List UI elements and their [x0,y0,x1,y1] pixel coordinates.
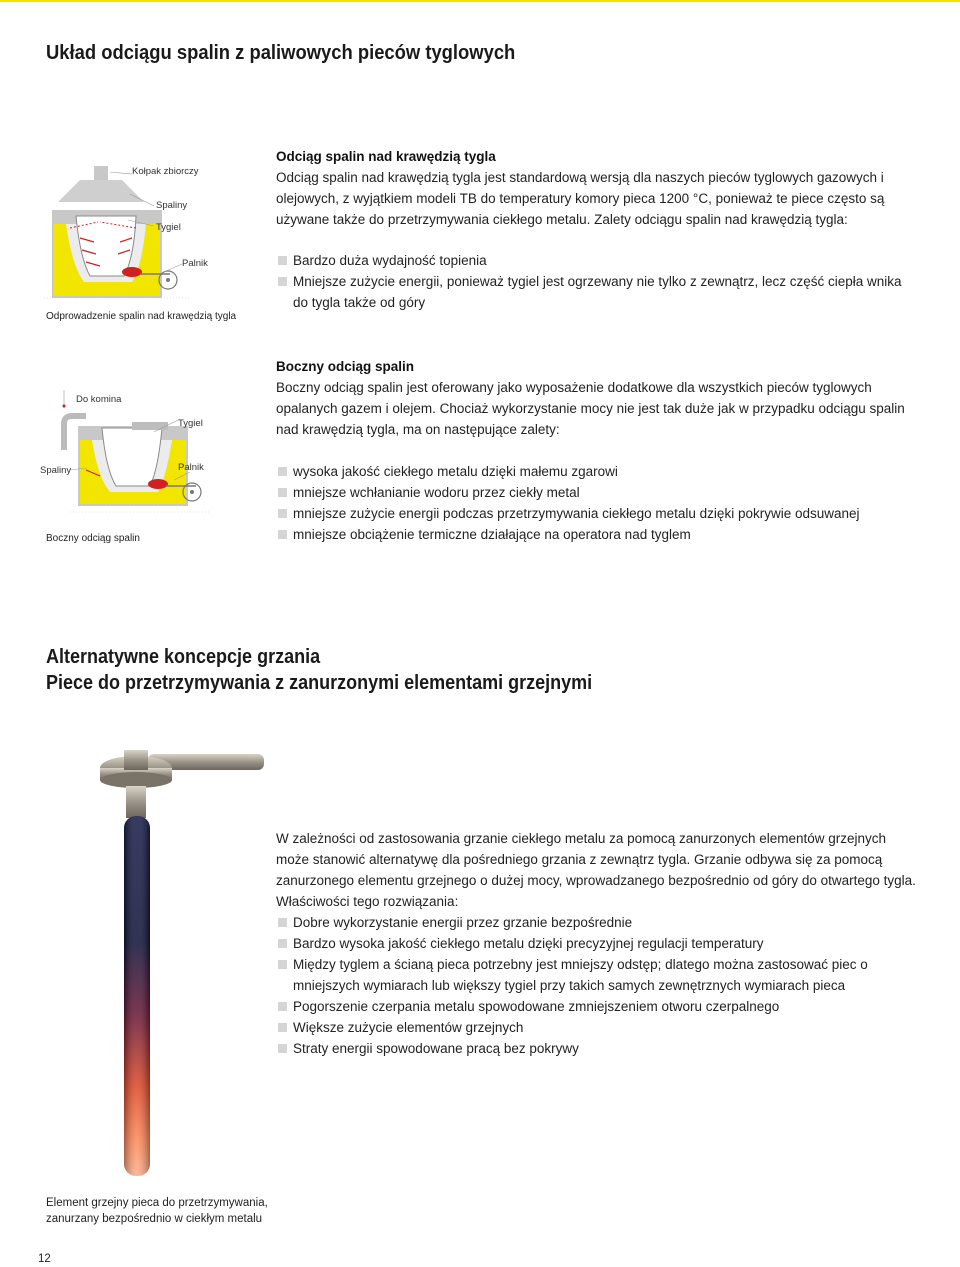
list-item: Straty energii spowodowane pracą bez pokrywy [278,1038,918,1059]
top-accent-line [0,0,960,2]
section-heading: Odciąg spalin nad krawędzią tygla [276,149,496,164]
diagram-caption: Boczny odciąg spalin [46,533,140,544]
list-item: Bardzo duża wydajność topienia [278,250,918,271]
advantages-list [278,461,918,545]
section-body: W zależności od zastosowania grzanie ciekłego metalu za pomocą zanurzonych elementów grzejnych może stanowić alternatywę dla pośredniego grzania z zewnątrz tygla. Grzanie odbywa się za pomocą zanurzonego elementu grzejnego o dużej mocy, wprowadzanego bezpośrednio od góry do otwartego tygla. Właściwości tego rozwiązania: [276,831,916,909]
label-flue: Spaliny [156,200,188,211]
label-flue: Spaliny [40,465,72,476]
label-hood: Kołpak zbiorczy [132,166,199,177]
list-item: Pogorszenie czerpania metalu spowodowane zmniejszeniem otworu czerpalnego [278,996,918,1017]
label-chimney: Do komina [76,394,122,405]
label-burner: Palnik [178,462,204,473]
section-immersion-heating [276,828,916,912]
label-burner: Palnik [182,258,208,269]
list-item: Mniejsze zużycie energii, ponieważ tygiel jest ogrzewany nie tylko z zewnątrz, lecz część ciepła wnika do tygla także od góry [278,271,918,313]
list-item: wysoka jakość ciekłego metalu dzięki małemu zgarowi [278,461,918,482]
diagram-flue-over-crucible [40,158,240,303]
diagram-side-flue [40,380,240,520]
diagram-caption: Odprowadzenie spalin nad krawędzią tygla [46,311,237,322]
list-item: Bardzo wysoka jakość ciekłego metalu dzięki precyzyjnej regulacji temperatury [278,933,918,954]
heading-line-2: Piece do przetrzymywania z zanurzonymi elementami grzejnymi [46,672,593,694]
properties-list [278,912,918,1059]
heating-element-photo [86,742,266,1182]
list-item: Między tyglem a ścianą pieca potrzebny jest mniejszy odstęp; dlatego można zastosować piec o mniejszych wymiarach lub większy tygiel przy takich samych zewnętrznych wymiarach pieca [278,954,918,996]
section-heading-alternative [46,644,592,696]
heading-line-1: Alternatywne koncepcje grzania [46,646,321,668]
list-item: Dobre wykorzystanie energii przez grzanie bezpośrednie [278,912,918,933]
page-number: 12 [38,1253,51,1265]
photo-caption: Element grzejny pieca do przetrzymywania, zanurzany bezpośrednio w ciekłym metalu [46,1197,268,1225]
section-body: Odciąg spalin nad krawędzią tygla jest standardową wersją dla naszych pieców tyglowych gazowych i olejowych, z wyjątkiem modeli TB do temperatury komory pieca 1200 °C, ponieważ te piece często są używane także do przetrzymywania ciekłego metalu. Zalety odciągu spalin nad krawędzią tygla: [276,170,885,227]
section-side-flue [276,356,916,440]
list-item: mniejsze wchłanianie wodoru przez ciekły metal [278,482,918,503]
section-heading: Boczny odciąg spalin [276,359,415,374]
list-item: Większe zużycie elementów grzejnych [278,1017,918,1038]
advantages-list [278,250,918,313]
label-crucible: Tygiel [156,222,181,233]
page-title: Układ odciągu spalin z paliwowych pieców tyglowych [46,42,516,64]
list-item: mniejsze obciążenie termiczne działające na operatora nad tyglem [278,524,918,545]
label-crucible: Tygiel [178,418,203,429]
section-body: Boczny odciąg spalin jest oferowany jako wyposażenie dodatkowe dla wszystkich pieców tyglowych opalanych gazem i olejem. Chociaż wykorzystanie mocy nie jest tak duże jak w przypadku odciągu spalin nad krawędzią tygla, ma on następujące zalety: [276,380,905,437]
section-flue-over-crucible [276,146,916,230]
list-item: mniejsze zużycie energii podczas przetrzymywania ciekłego metalu dzięki pokrywie odsuwanej [278,503,918,524]
